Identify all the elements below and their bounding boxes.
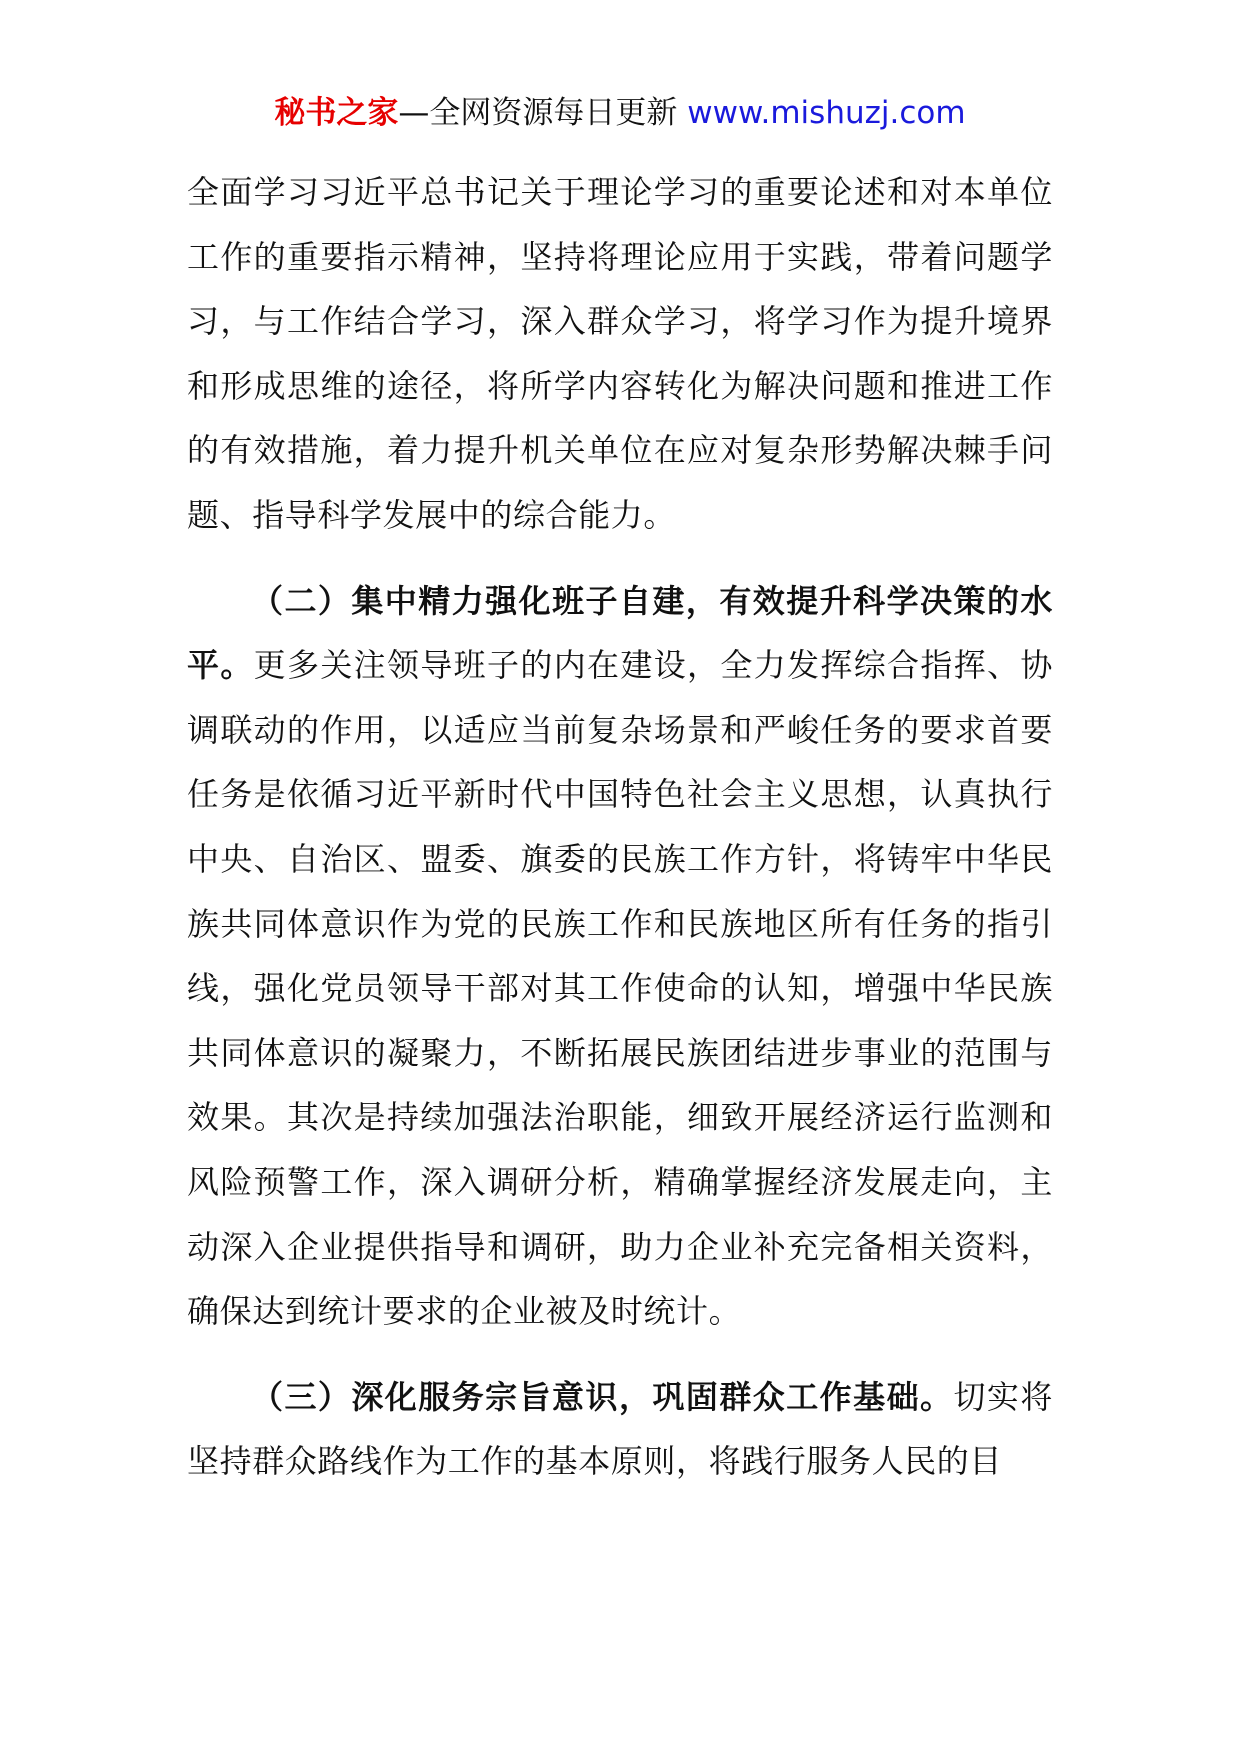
paragraph-1 — [187, 160, 1053, 548]
header-tagline: —全网资源每日更新 — [398, 95, 688, 131]
paragraph-1-text: 全面学习习近平总书记关于理论学习的重要论述和对本单位工作的重要指示精神，坚持将理论应用于实践，带着问题学习，与工作结合学习，深入群众学习，将学习作为提升境界和形成思维的途径，将所学内容转化为解决问题和推进工作的有效措施，着力提升机关单位在应对复杂形势解决棘手问题、指导科学发展中的综合能力。 — [187, 173, 1053, 534]
brand-name: 秘书之家 — [274, 95, 399, 131]
paragraph-2-text: 更多关注领导班子的内在建设，全力发挥综合指挥、协调联动的作用，以适应当前复杂场景和严峻任务的要求首要任务是依循习近平新时代中国特色社会主义思想，认真执行中央、自治区、盟委、旗委的民族工作方针，将铸牢中华民族共同体意识作为党的民族工作和民族地区所有任务的指引线，强化党员领导干部对其工作使命的认知，增强中华民族共同体意识的凝聚力，不断拓展民族团结进步事业的范围与效果。其次是持续加强法治职能，细致开展经济运行监测和风险预警工作，深入调研分析，精确掌握经济发展走向，主动深入企业提供指导和调研，助力企业补充完备相关资料，确保达到统计要求的企业被及时统计。 — [187, 646, 1053, 1331]
paragraph-2 — [187, 569, 1053, 1344]
paragraph-3-text: 切实将坚持群众路线作为工作的基本原则，将践行服务人民的目 — [187, 1377, 1053, 1481]
document-body — [187, 160, 1053, 1494]
document-header — [0, 88, 1240, 138]
paragraph-3 — [187, 1365, 1053, 1494]
paragraph-2-heading: （二）集中精力强化班子自建，有效提升科学决策的水平。 — [187, 581, 1053, 685]
header-url-link[interactable]: www.mishuzj.com — [687, 95, 966, 131]
paragraph-3-heading: （三）深化服务宗旨意识，巩固群众工作基础。 — [251, 1377, 954, 1416]
